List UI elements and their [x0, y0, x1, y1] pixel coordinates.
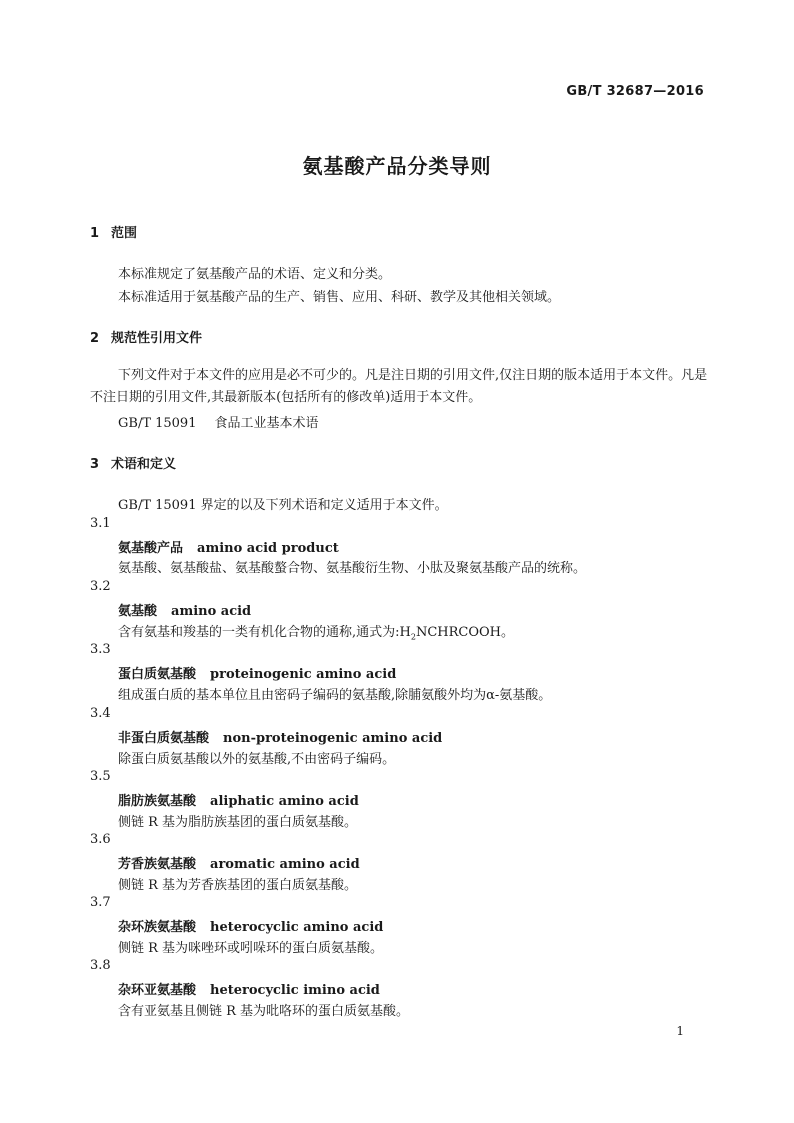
scope-line-1: 本标准规定了氨基酸产品的术语、定义和分类。: [118, 267, 392, 282]
section-number: 2: [90, 331, 100, 346]
term-definition: 氨基酸、氨基酸盐、氨基酸螯合物、氨基酸衍生物、小肽及聚氨基酸产品的统称。: [118, 561, 587, 576]
section-1-heading: [90, 222, 137, 241]
reference-title: 食品工业基本术语: [214, 416, 319, 431]
section-2-heading: [90, 327, 202, 346]
reference-code: GB/T 15091: [118, 416, 197, 431]
term-heading: [118, 853, 360, 872]
term-en: aliphatic amino acid: [210, 794, 359, 809]
formula-text-end: NCHRCOOH。: [415, 625, 514, 640]
standard-code: GB/T 32687—2016: [566, 84, 704, 99]
section-title: 范围: [111, 226, 138, 241]
term-definition: 除蛋白质氨基酸以外的氨基酸,不由密码子编码。: [118, 752, 396, 767]
term-en: amino acid: [171, 604, 252, 619]
term-definition: 含有亚氨基且侧链 R 基为吡咯环的蛋白质氨基酸。: [118, 1004, 410, 1019]
term-number: 3.2: [90, 579, 111, 594]
page-number: 1: [676, 1024, 684, 1038]
term-definition: 组成蛋白质的基本单位且由密码子编码的氨基酸,除脯氨酸外均为α-氨基酸。: [118, 688, 552, 703]
term-zh: 芳香族氨基酸: [118, 857, 197, 872]
term-number: 3.8: [90, 958, 111, 973]
term-number: 3.7: [90, 895, 111, 910]
term-zh: 蛋白质氨基酸: [118, 667, 197, 682]
term-zh: 脂肪族氨基酸: [118, 794, 197, 809]
term-number: 3.6: [90, 832, 111, 847]
term-en: aromatic amino acid: [210, 857, 360, 872]
term-definition: [118, 621, 514, 642]
term-en: non-proteinogenic amino acid: [223, 731, 443, 746]
term-heading: [118, 790, 359, 809]
term-definition: 侧链 R 基为芳香族基团的蛋白质氨基酸。: [118, 878, 358, 893]
normative-references-paragraph: 下列文件对于本文件的应用是必不可少的。凡是注日期的引用文件,仅注日期的版本适用于本文件。凡是不注日期的引用文件,其最新版本(包括所有的修改单)适用于本文件。: [90, 368, 708, 405]
term-definition: 侧链 R 基为脂肪族基团的蛋白质氨基酸。: [118, 815, 358, 830]
scope-line-2: 本标准适用于氨基酸产品的生产、销售、应用、科研、教学及其他相关领域。: [118, 290, 561, 305]
term-en: heterocyclic imino acid: [210, 983, 380, 998]
term-zh: 氨基酸: [118, 604, 158, 619]
term-zh: 杂环族氨基酸: [118, 920, 197, 935]
term-heading: [118, 979, 380, 998]
section-number: 3: [90, 457, 100, 472]
term-en: amino acid product: [197, 541, 339, 556]
formula-text: 含有氨基和羧基的一类有机化合物的通称,通式为:H: [118, 625, 411, 640]
term-zh: 杂环亚氨基酸: [118, 983, 197, 998]
term-zh: 氨基酸产品: [118, 541, 184, 556]
term-number: 3.5: [90, 769, 111, 784]
term-number: 3.3: [90, 642, 111, 657]
reference-entry: [118, 412, 319, 431]
term-heading: [118, 663, 396, 682]
term-heading: [118, 600, 251, 619]
formula-subscript: 2: [410, 632, 416, 642]
section-3-heading: [90, 453, 176, 472]
term-definition: 侧链 R 基为咪唑环或吲哚环的蛋白质氨基酸。: [118, 941, 384, 956]
term-en: proteinogenic amino acid: [210, 667, 397, 682]
term-en: heterocyclic amino acid: [210, 920, 384, 935]
section-title: 术语和定义: [111, 457, 177, 472]
term-number: 3.4: [90, 706, 111, 721]
section-number: 1: [90, 226, 100, 241]
term-number: 3.1: [90, 516, 111, 531]
document-title: 氨基酸产品分类导则: [302, 154, 492, 178]
term-heading: [118, 916, 383, 935]
term-zh: 非蛋白质氨基酸: [118, 731, 210, 746]
term-heading: [118, 537, 339, 556]
term-heading: [118, 727, 442, 746]
section-title: 规范性引用文件: [111, 331, 203, 346]
terms-intro: GB/T 15091 界定的以及下列术语和定义适用于本文件。: [118, 498, 448, 513]
